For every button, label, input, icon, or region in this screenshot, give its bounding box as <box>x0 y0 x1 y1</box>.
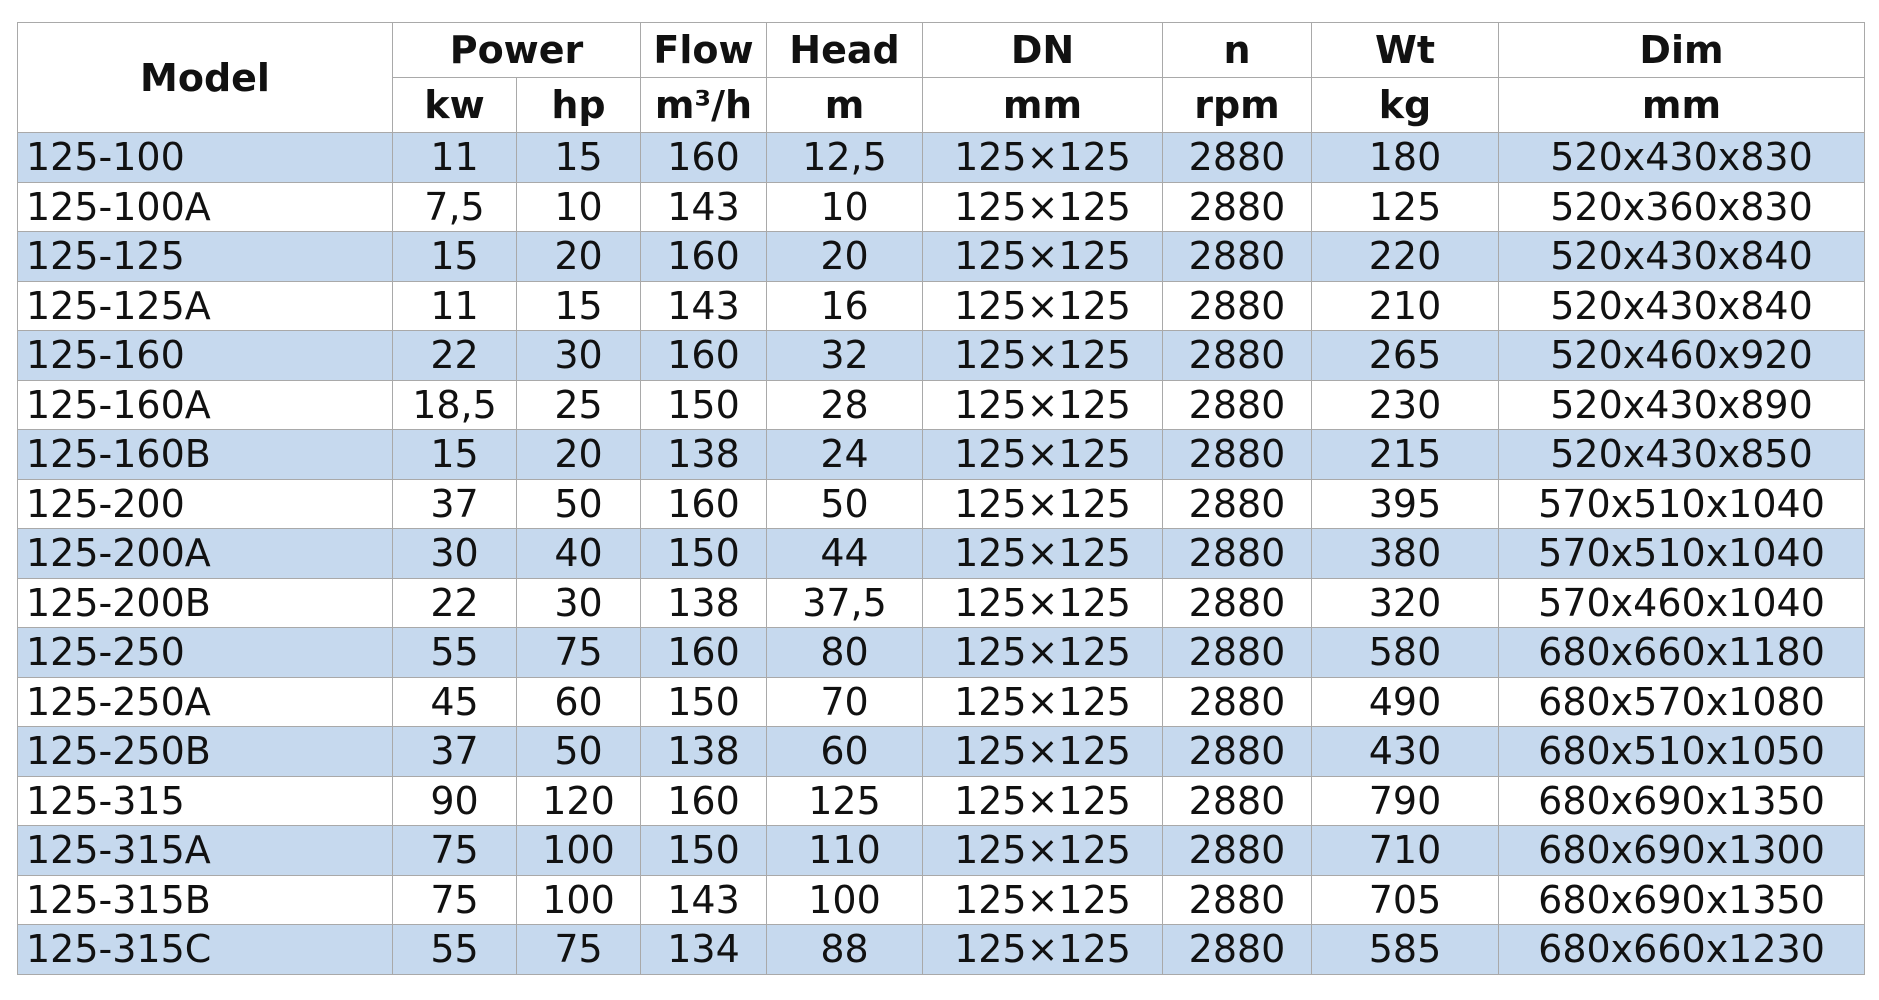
cell-flow: 150 <box>641 529 767 579</box>
cell-weight: 220 <box>1312 232 1499 282</box>
cell-kw: 11 <box>393 133 517 183</box>
cell-weight: 215 <box>1312 430 1499 480</box>
cell-rpm: 2880 <box>1163 182 1312 232</box>
table-row <box>18 430 1865 480</box>
cell-head: 88 <box>767 925 923 975</box>
col-header-dim: Dim <box>1499 23 1865 78</box>
cell-dn: 125×125 <box>923 479 1163 529</box>
table-row <box>18 628 1865 678</box>
cell-hp: 75 <box>517 925 641 975</box>
cell-hp: 15 <box>517 281 641 331</box>
cell-model: 125-160A <box>18 380 393 430</box>
cell-head: 60 <box>767 727 923 777</box>
table-body <box>18 133 1865 975</box>
cell-dn: 125×125 <box>923 826 1163 876</box>
cell-kw: 75 <box>393 875 517 925</box>
cell-rpm: 2880 <box>1163 925 1312 975</box>
cell-head: 10 <box>767 182 923 232</box>
table-row <box>18 479 1865 529</box>
cell-dn: 125×125 <box>923 677 1163 727</box>
cell-model: 125-200A <box>18 529 393 579</box>
table-row <box>18 677 1865 727</box>
cell-model: 125-250A <box>18 677 393 727</box>
cell-weight: 230 <box>1312 380 1499 430</box>
table-row <box>18 925 1865 975</box>
cell-flow: 160 <box>641 133 767 183</box>
table-row <box>18 133 1865 183</box>
col-header-power: Power <box>393 23 641 78</box>
cell-head: 20 <box>767 232 923 282</box>
cell-dimensions: 680x660x1230 <box>1499 925 1865 975</box>
cell-model: 125-315C <box>18 925 393 975</box>
unit-kw: kw <box>393 78 517 133</box>
cell-rpm: 2880 <box>1163 826 1312 876</box>
cell-model: 125-125 <box>18 232 393 282</box>
cell-head: 100 <box>767 875 923 925</box>
table-row <box>18 826 1865 876</box>
cell-head: 16 <box>767 281 923 331</box>
cell-model: 125-315A <box>18 826 393 876</box>
cell-model: 125-125A <box>18 281 393 331</box>
col-header-model: Model <box>18 23 393 133</box>
cell-dimensions: 680x570x1080 <box>1499 677 1865 727</box>
header-row-titles <box>18 23 1865 78</box>
cell-model: 125-315B <box>18 875 393 925</box>
cell-rpm: 2880 <box>1163 727 1312 777</box>
cell-dn: 125×125 <box>923 182 1163 232</box>
cell-head: 125 <box>767 776 923 826</box>
cell-kw: 18,5 <box>393 380 517 430</box>
cell-weight: 125 <box>1312 182 1499 232</box>
cell-dn: 125×125 <box>923 875 1163 925</box>
cell-hp: 10 <box>517 182 641 232</box>
cell-dn: 125×125 <box>923 727 1163 777</box>
unit-flow: m³/h <box>641 78 767 133</box>
cell-weight: 265 <box>1312 331 1499 381</box>
cell-dimensions: 570x460x1040 <box>1499 578 1865 628</box>
cell-flow: 143 <box>641 875 767 925</box>
cell-rpm: 2880 <box>1163 133 1312 183</box>
cell-dn: 125×125 <box>923 925 1163 975</box>
cell-dn: 125×125 <box>923 578 1163 628</box>
table-row <box>18 182 1865 232</box>
cell-kw: 11 <box>393 281 517 331</box>
cell-hp: 100 <box>517 875 641 925</box>
cell-head: 24 <box>767 430 923 480</box>
cell-hp: 30 <box>517 331 641 381</box>
cell-kw: 90 <box>393 776 517 826</box>
cell-weight: 395 <box>1312 479 1499 529</box>
cell-rpm: 2880 <box>1163 281 1312 331</box>
cell-dimensions: 570x510x1040 <box>1499 479 1865 529</box>
cell-dn: 125×125 <box>923 133 1163 183</box>
cell-kw: 75 <box>393 826 517 876</box>
cell-rpm: 2880 <box>1163 628 1312 678</box>
cell-hp: 75 <box>517 628 641 678</box>
cell-flow: 138 <box>641 430 767 480</box>
cell-flow: 143 <box>641 182 767 232</box>
table-row <box>18 875 1865 925</box>
cell-weight: 710 <box>1312 826 1499 876</box>
cell-hp: 50 <box>517 479 641 529</box>
cell-dn: 125×125 <box>923 776 1163 826</box>
cell-head: 44 <box>767 529 923 579</box>
col-header-wt: Wt <box>1312 23 1499 78</box>
cell-dn: 125×125 <box>923 331 1163 381</box>
cell-dimensions: 570x510x1040 <box>1499 529 1865 579</box>
col-header-head: Head <box>767 23 923 78</box>
cell-rpm: 2880 <box>1163 875 1312 925</box>
cell-flow: 160 <box>641 776 767 826</box>
cell-weight: 320 <box>1312 578 1499 628</box>
cell-model: 125-100A <box>18 182 393 232</box>
col-header-n: n <box>1163 23 1312 78</box>
cell-model: 125-100 <box>18 133 393 183</box>
cell-dimensions: 520x360x830 <box>1499 182 1865 232</box>
cell-dn: 125×125 <box>923 628 1163 678</box>
cell-head: 80 <box>767 628 923 678</box>
cell-hp: 25 <box>517 380 641 430</box>
table-row <box>18 727 1865 777</box>
cell-dn: 125×125 <box>923 232 1163 282</box>
cell-kw: 55 <box>393 925 517 975</box>
cell-kw: 55 <box>393 628 517 678</box>
spec-table-container <box>17 22 1864 975</box>
table-row <box>18 331 1865 381</box>
pump-spec-table <box>17 22 1865 975</box>
cell-kw: 15 <box>393 430 517 480</box>
cell-head: 12,5 <box>767 133 923 183</box>
cell-weight: 380 <box>1312 529 1499 579</box>
cell-flow: 150 <box>641 826 767 876</box>
cell-dimensions: 680x690x1350 <box>1499 875 1865 925</box>
cell-kw: 37 <box>393 479 517 529</box>
cell-hp: 60 <box>517 677 641 727</box>
table-row <box>18 232 1865 282</box>
cell-weight: 490 <box>1312 677 1499 727</box>
cell-flow: 160 <box>641 331 767 381</box>
cell-head: 37,5 <box>767 578 923 628</box>
cell-kw: 45 <box>393 677 517 727</box>
cell-flow: 138 <box>641 727 767 777</box>
cell-weight: 430 <box>1312 727 1499 777</box>
table-row <box>18 776 1865 826</box>
cell-model: 125-250 <box>18 628 393 678</box>
table-row <box>18 578 1865 628</box>
cell-weight: 580 <box>1312 628 1499 678</box>
cell-dn: 125×125 <box>923 430 1163 480</box>
table-row <box>18 380 1865 430</box>
cell-dimensions: 520x430x840 <box>1499 232 1865 282</box>
cell-flow: 160 <box>641 628 767 678</box>
cell-dn: 125×125 <box>923 529 1163 579</box>
cell-hp: 100 <box>517 826 641 876</box>
cell-head: 28 <box>767 380 923 430</box>
cell-dimensions: 680x660x1180 <box>1499 628 1865 678</box>
cell-rpm: 2880 <box>1163 380 1312 430</box>
col-header-flow: Flow <box>641 23 767 78</box>
cell-rpm: 2880 <box>1163 529 1312 579</box>
cell-dimensions: 680x690x1300 <box>1499 826 1865 876</box>
cell-dimensions: 520x430x830 <box>1499 133 1865 183</box>
col-header-dn: DN <box>923 23 1163 78</box>
cell-rpm: 2880 <box>1163 677 1312 727</box>
unit-hp: hp <box>517 78 641 133</box>
cell-model: 125-160 <box>18 331 393 381</box>
cell-hp: 50 <box>517 727 641 777</box>
cell-head: 50 <box>767 479 923 529</box>
cell-weight: 210 <box>1312 281 1499 331</box>
cell-dimensions: 520x460x920 <box>1499 331 1865 381</box>
cell-flow: 134 <box>641 925 767 975</box>
unit-n: rpm <box>1163 78 1312 133</box>
cell-weight: 180 <box>1312 133 1499 183</box>
cell-head: 32 <box>767 331 923 381</box>
cell-rpm: 2880 <box>1163 331 1312 381</box>
cell-dimensions: 520x430x890 <box>1499 380 1865 430</box>
cell-model: 125-315 <box>18 776 393 826</box>
cell-flow: 143 <box>641 281 767 331</box>
cell-kw: 30 <box>393 529 517 579</box>
cell-flow: 150 <box>641 677 767 727</box>
cell-model: 125-250B <box>18 727 393 777</box>
cell-dn: 125×125 <box>923 380 1163 430</box>
cell-rpm: 2880 <box>1163 430 1312 480</box>
cell-model: 125-200 <box>18 479 393 529</box>
cell-hp: 20 <box>517 430 641 480</box>
cell-dn: 125×125 <box>923 281 1163 331</box>
unit-dn: mm <box>923 78 1163 133</box>
unit-dim: mm <box>1499 78 1865 133</box>
cell-hp: 120 <box>517 776 641 826</box>
table-row <box>18 529 1865 579</box>
cell-hp: 40 <box>517 529 641 579</box>
cell-head: 70 <box>767 677 923 727</box>
unit-wt: kg <box>1312 78 1499 133</box>
cell-weight: 790 <box>1312 776 1499 826</box>
cell-kw: 22 <box>393 578 517 628</box>
cell-flow: 160 <box>641 232 767 282</box>
cell-model: 125-160B <box>18 430 393 480</box>
cell-head: 110 <box>767 826 923 876</box>
cell-hp: 15 <box>517 133 641 183</box>
cell-rpm: 2880 <box>1163 232 1312 282</box>
cell-kw: 15 <box>393 232 517 282</box>
cell-flow: 138 <box>641 578 767 628</box>
table-header <box>18 23 1865 133</box>
cell-rpm: 2880 <box>1163 479 1312 529</box>
cell-dimensions: 520x430x840 <box>1499 281 1865 331</box>
cell-rpm: 2880 <box>1163 578 1312 628</box>
cell-kw: 22 <box>393 331 517 381</box>
cell-flow: 150 <box>641 380 767 430</box>
cell-weight: 705 <box>1312 875 1499 925</box>
table-row <box>18 281 1865 331</box>
cell-hp: 30 <box>517 578 641 628</box>
cell-kw: 37 <box>393 727 517 777</box>
cell-dimensions: 680x690x1350 <box>1499 776 1865 826</box>
cell-dimensions: 680x510x1050 <box>1499 727 1865 777</box>
cell-flow: 160 <box>641 479 767 529</box>
unit-head: m <box>767 78 923 133</box>
cell-dimensions: 520x430x850 <box>1499 430 1865 480</box>
cell-kw: 7,5 <box>393 182 517 232</box>
cell-model: 125-200B <box>18 578 393 628</box>
cell-hp: 20 <box>517 232 641 282</box>
cell-weight: 585 <box>1312 925 1499 975</box>
cell-rpm: 2880 <box>1163 776 1312 826</box>
